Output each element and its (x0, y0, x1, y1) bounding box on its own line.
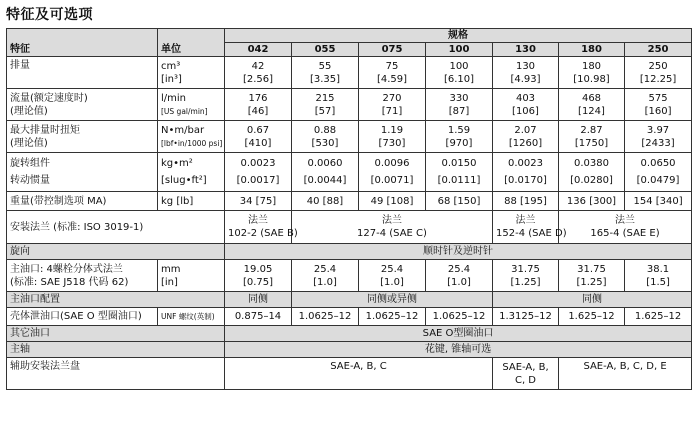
port-config-group: 同侧 (225, 292, 292, 308)
header-size: 130 (493, 43, 559, 57)
row-displacement (7, 57, 692, 89)
case-drain-value: 1.625–12 (625, 308, 692, 326)
page-title: 特征及可选项 (6, 7, 93, 23)
flange-group: 法兰 152-4 (SAE D) (493, 211, 559, 244)
main-port-value: 25.4 [1.0] (426, 260, 493, 292)
flow-label: 流量(额定速度时) (理论值) (7, 89, 158, 121)
row-weight (7, 192, 692, 211)
flow-value: 270 [71] (359, 89, 426, 121)
header-feature: 特征 (7, 43, 158, 57)
header-unit: 单位 (158, 43, 225, 57)
case-drain-value: 1.0625–12 (426, 308, 493, 326)
port-config-label: 主油口配置 (7, 292, 225, 308)
inertia-value: 0.0150 [0.0111] (426, 153, 493, 192)
header-size: 250 (625, 43, 692, 57)
torque-value: 3.97 [2433] (625, 121, 692, 153)
displacement-value: 250 [12.25] (625, 57, 692, 89)
inertia-value: 0.0650 [0.0479] (625, 153, 692, 192)
weight-value: 40 [88] (292, 192, 359, 211)
case-drain-value: 1.0625–12 (292, 308, 359, 326)
flow-value: 330 [87] (426, 89, 493, 121)
row-other-ports (7, 326, 692, 342)
weight-value: 136 [300] (559, 192, 625, 211)
weight-value: 49 [108] (359, 192, 426, 211)
rotation-value: 顺时针及逆时针 (225, 244, 692, 260)
displacement-value: 100 [6.10] (426, 57, 493, 89)
header-size: 180 (559, 43, 625, 57)
torque-value: 2.07 [1260] (493, 121, 559, 153)
case-drain-value: 0.875–14 (225, 308, 292, 326)
row-case-drain (7, 308, 692, 326)
header-size: 042 (225, 43, 292, 57)
main-port-value: 31.75 [1.25] (493, 260, 559, 292)
flange-label: 安装法兰 (标准: ISO 3019-1) (7, 211, 225, 244)
torque-value: 1.19 [730] (359, 121, 426, 153)
inertia-value: 0.0023 [0.0017] (225, 153, 292, 192)
inertia-value: 0.0023 [0.0170] (493, 153, 559, 192)
main-port-value: 25.4 [1.0] (359, 260, 426, 292)
header-size: 075 (359, 43, 426, 57)
case-drain-unit: UNF 螺纹(英制) (158, 308, 225, 326)
flange-group: 法兰 165-4 (SAE E) (559, 211, 692, 244)
port-config-group: 同侧 (493, 292, 692, 308)
port-config-group: 同侧或异侧 (292, 292, 493, 308)
weight-label: 重量(带控制选项 MA) (7, 192, 158, 211)
torque-unit: N•m/bar [lbf•in/1000 psi] (158, 121, 225, 153)
aux-pad-group: SAE-A, B, C, D (493, 358, 559, 390)
displacement-value: 75 [4.59] (359, 57, 426, 89)
displacement-label: 排量 (7, 57, 158, 89)
shaft-label: 主轴 (7, 342, 225, 358)
inertia-value: 0.0060 [0.0044] (292, 153, 359, 192)
spec-table (6, 28, 692, 390)
main-port-value: 19.05 [0.75] (225, 260, 292, 292)
row-rotation (7, 244, 692, 260)
inertia-value: 0.0380 [0.0280] (559, 153, 625, 192)
displacement-value: 180 [10.98] (559, 57, 625, 89)
row-inertia (7, 153, 692, 192)
inertia-unit: kg•m² [slug•ft²] (158, 153, 225, 192)
case-drain-value: 1.625–12 (559, 308, 625, 326)
weight-value: 88 [195] (493, 192, 559, 211)
flow-value: 176 [46] (225, 89, 292, 121)
aux-pad-label: 辅助安装法兰盘 (7, 358, 225, 390)
flow-value: 575 [160] (625, 89, 692, 121)
weight-unit: kg [lb] (158, 192, 225, 211)
inertia-label: 旋转组件 转动惯量 (7, 153, 158, 192)
shaft-value: 花键, 锥轴可选 (225, 342, 692, 358)
row-main-port (7, 260, 692, 292)
header-feature-top (7, 29, 158, 43)
case-drain-label: 壳体泄油口(SAE O 型圈油口) (7, 308, 158, 326)
displacement-value: 130 [4.93] (493, 57, 559, 89)
torque-value: 2.87 [1750] (559, 121, 625, 153)
flow-value: 403 [106] (493, 89, 559, 121)
main-port-unit: mm [in] (158, 260, 225, 292)
header-spec: 规格 (225, 29, 692, 43)
header-size: 100 (426, 43, 493, 57)
displacement-value: 42 [2.56] (225, 57, 292, 89)
flow-value: 468 [124] (559, 89, 625, 121)
flange-group: 法兰 127-4 (SAE C) (292, 211, 493, 244)
row-torque (7, 121, 692, 153)
displacement-value: 55 [3.35] (292, 57, 359, 89)
row-flange (7, 211, 692, 244)
displacement-unit: cm³ [in³] (158, 57, 225, 89)
case-drain-value: 1.0625–12 (359, 308, 426, 326)
weight-value: 154 [340] (625, 192, 692, 211)
header-size: 055 (292, 43, 359, 57)
header-row-2 (7, 43, 692, 57)
row-shaft (7, 342, 692, 358)
case-drain-value: 1.3125–12 (493, 308, 559, 326)
other-ports-label: 其它油口 (7, 326, 225, 342)
header-row-1 (7, 29, 692, 43)
row-aux-pad (7, 358, 692, 390)
main-port-value: 31.75 [1.25] (559, 260, 625, 292)
main-port-value: 25.4 [1.0] (292, 260, 359, 292)
torque-value: 0.88 [530] (292, 121, 359, 153)
weight-value: 68 [150] (426, 192, 493, 211)
header-unit-top (158, 29, 225, 43)
row-port-config (7, 292, 692, 308)
torque-label: 最大排量时扭矩 (理论值) (7, 121, 158, 153)
main-port-label: 主油口: 4螺栓分体式法兰 (标准: SAE J518 代码 62) (7, 260, 158, 292)
aux-pad-group: SAE-A, B, C, D, E (559, 358, 692, 390)
other-ports-value: SAE O型圈油口 (225, 326, 692, 342)
flow-unit: l/min [US gal/min] (158, 89, 225, 121)
flow-value: 215 [57] (292, 89, 359, 121)
row-flow (7, 89, 692, 121)
rotation-label: 旋向 (7, 244, 225, 260)
torque-value: 0.67 [410] (225, 121, 292, 153)
main-port-value: 38.1 [1.5] (625, 260, 692, 292)
aux-pad-group: SAE-A, B, C (225, 358, 493, 390)
torque-value: 1.59 [970] (426, 121, 493, 153)
flange-group: 法兰 102-2 (SAE B) (225, 211, 292, 244)
weight-value: 34 [75] (225, 192, 292, 211)
inertia-value: 0.0096 [0.0071] (359, 153, 426, 192)
